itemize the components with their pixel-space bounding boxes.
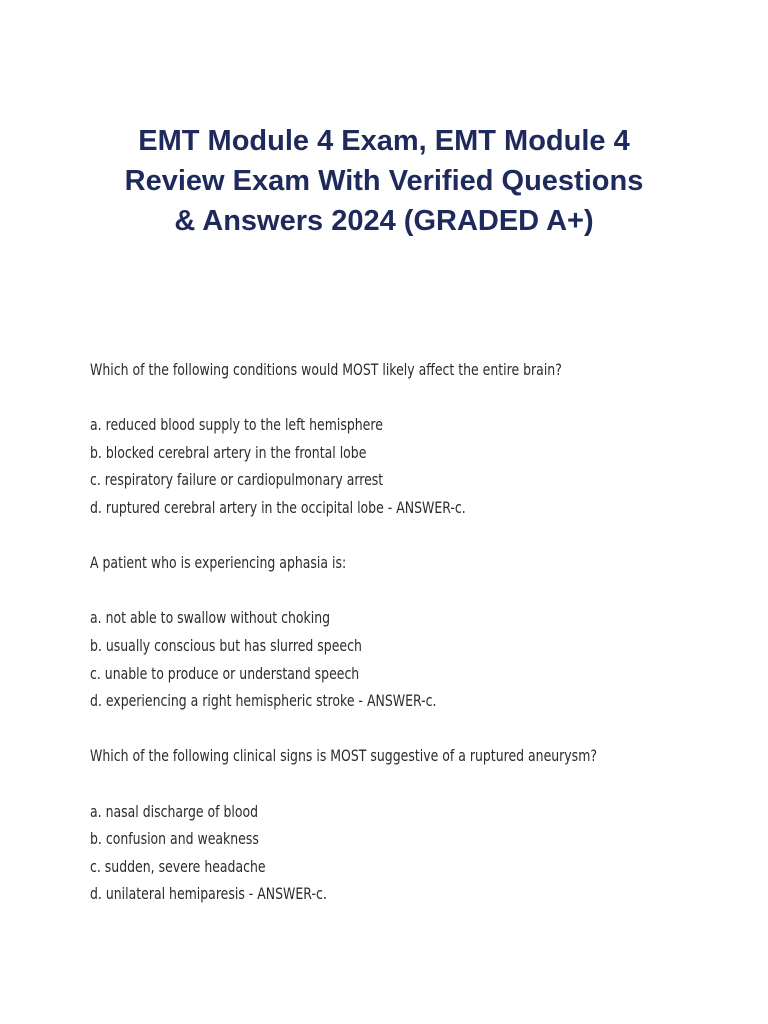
title-line-1: EMT Module 4 Exam, EMT Module 4	[138, 125, 630, 157]
question-3-option-a: a. nasal discharge of blood	[90, 801, 259, 821]
question-1-text: Which of the following conditions would MOST likely affect the entire brain?	[90, 360, 562, 379]
question-1-option-a: a. reduced blood supply to the left hemisphere	[90, 415, 383, 435]
question-3-option-b: b. confusion and weakness	[90, 829, 259, 849]
question-3-option-c: c. sudden, severe headache	[90, 856, 266, 876]
spacer	[90, 715, 574, 743]
spacer	[90, 577, 574, 605]
document-title	[80, 121, 688, 241]
spacer	[90, 384, 574, 412]
question-1-option-c: c. respiratory failure or cardiopulmonary arrest	[90, 470, 384, 490]
title-line-3: & Answers 2024 (GRADED A+)	[174, 205, 594, 237]
question-3-text: Which of the following clinical signs is MOST suggestive of a ruptured aneurysm?	[90, 746, 597, 766]
spacer	[90, 522, 574, 550]
question-2-option-a: a. not able to swallow without choking	[90, 608, 331, 628]
question-2-option-b: b. usually conscious but has slurred speech	[90, 635, 362, 655]
question-2-text: A patient who is experiencing aphasia is:	[90, 553, 347, 573]
question-1-option-b: b. blocked cerebral artery in the frontal lobe	[90, 442, 367, 462]
questions-section	[90, 356, 597, 908]
question-2-option-c: c. unable to produce or understand speech	[90, 663, 360, 683]
spacer	[90, 770, 574, 798]
question-1-option-d: d. ruptured cerebral artery in the occipital lobe - ANSWER-c.	[90, 497, 466, 517]
title-line-2: Review Exam With Verified Questions	[124, 165, 644, 197]
question-3-option-d: d. unilateral hemiparesis - ANSWER-c.	[90, 884, 327, 904]
question-2-option-d: d. experiencing a right hemispheric stroke - ANSWER-c.	[90, 691, 437, 711]
